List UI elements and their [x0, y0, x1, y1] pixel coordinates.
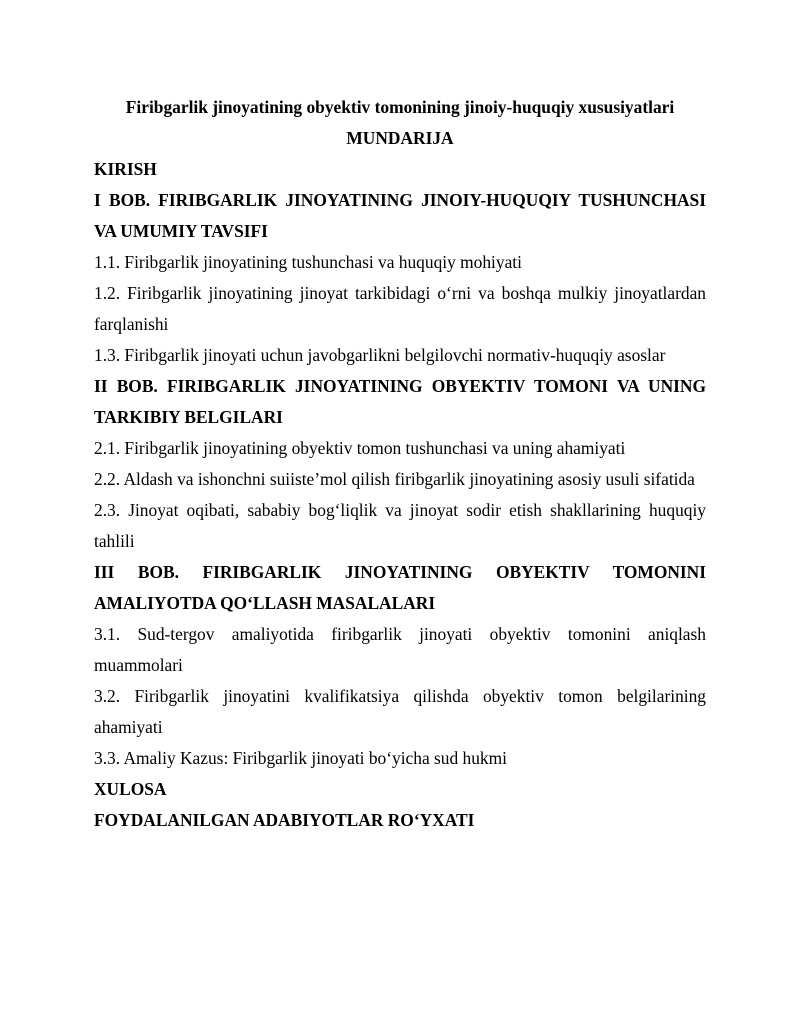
toc-heading: MUNDARIJA [346, 128, 454, 148]
toc-entry-section-3-2: 3.2. Firibgarlik jinoyatini kvalifikatsiya qilishda obyektiv tomon belgilarining ahamiyati [94, 686, 706, 737]
toc-entry-section-3-3: 3.3. Amaliy Kazus: Firibgarlik jinoyati bo‘yicha sud hukmi [94, 748, 507, 768]
document-page [94, 92, 706, 836]
toc-entry-introduction: KIRISH [94, 159, 157, 179]
document-title: Firibgarlik jinoyatining obyektiv tomonining jinoiy-huquqiy xususiyatlari [125, 97, 675, 117]
toc-entry-references: FOYDALANILGAN ADABIYOTLAR RO‘YXATI [94, 810, 475, 830]
toc-entry-section-3-1: 3.1. Sud-tergov amaliyotida firibgarlik jinoyati obyektiv tomonini aniqlash muammolari [94, 624, 706, 675]
toc-entry-section-2-2: 2.2. Aldash va ishonchni suiiste’mol qilish firibgarlik jinoyatining asosiy usuli sifatida [94, 469, 695, 489]
toc-entry-section-1-2: 1.2. Firibgarlik jinoyatining jinoyat tarkibidagi o‘rni va boshqa mulkiy jinoyatlardan farqlanishi [94, 283, 706, 334]
toc-entry-chapter-3: III BOB. FIRIBGARLIK JINOYATINING OBYEKTIV TOMONINI AMALIYOTDA QO‘LLASH MASALALARI [94, 562, 706, 613]
toc-entry-section-1-3: 1.3. Firibgarlik jinoyati uchun javobgarlikni belgilovchi normativ-huquqiy asoslar [94, 345, 666, 365]
toc-entry-conclusion: XULOSA [94, 779, 167, 799]
toc-entry-section-2-3: 2.3. Jinoyat oqibati, sababiy bog‘liqlik va jinoyat sodir etish shakllarining huquqiy tahlili [94, 500, 706, 551]
toc-entry-chapter-1: I BOB. FIRIBGARLIK JINOYATINING JINOIY-HUQUQIY TUSHUNCHASI VA UMUMIY TAVSIFI [94, 190, 706, 241]
toc-entry-chapter-2: II BOB. FIRIBGARLIK JINOYATINING OBYEKTIV TOMONI VA UNING TARKIBIY BELGILARI [94, 376, 706, 427]
toc-entry-section-1-1: 1.1. Firibgarlik jinoyatining tushunchasi va huquqiy mohiyati [94, 252, 522, 272]
toc-entry-section-2-1: 2.1. Firibgarlik jinoyatining obyektiv tomon tushunchasi va uning ahamiyati [94, 438, 626, 458]
